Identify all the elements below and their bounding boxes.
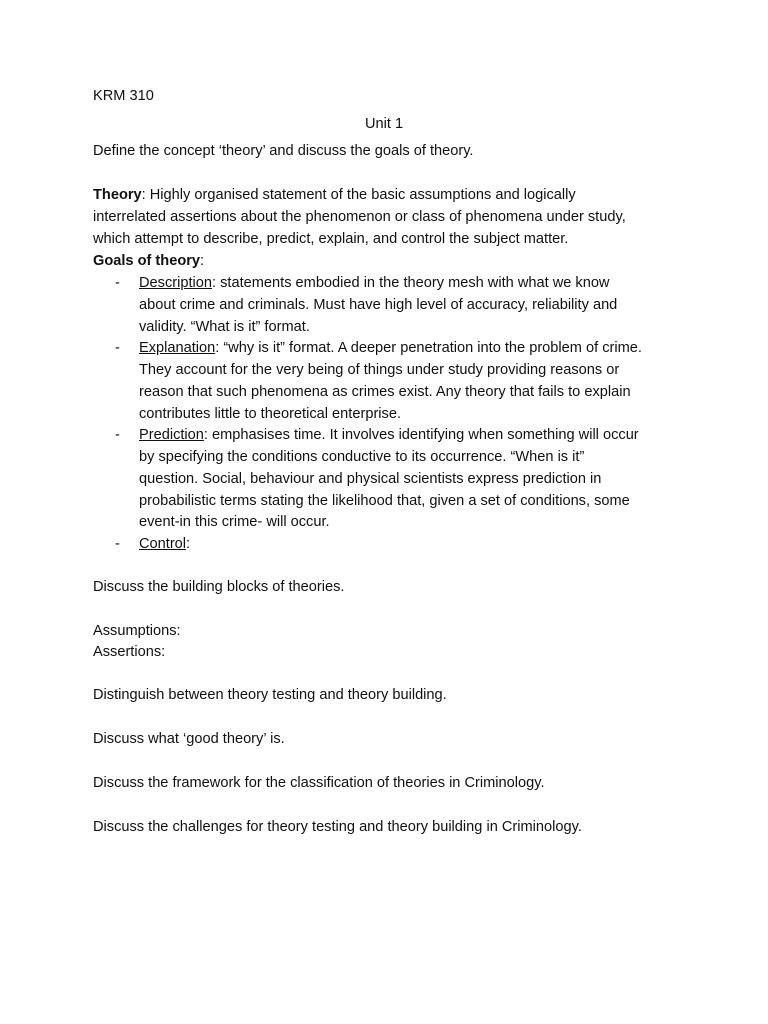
goal-description-text-1: : statements embodied in the theory mesh with what we know [212, 275, 610, 291]
goals-heading [93, 252, 204, 270]
bullet-dash: - [115, 340, 120, 356]
goal-prediction-line-4: probabilistic terms stating the likelihood that, given a set of conditions, some [139, 493, 630, 509]
theory-definition-line-3: which attempt to describe, predict, explain, and control the subject matter. [93, 231, 569, 247]
goal-prediction-line-1 [139, 426, 639, 444]
theory-definition-line-2: interrelated assertions about the phenomenon or class of phenomena under study, [93, 209, 626, 225]
goal-explanation-term: Explanation [139, 340, 216, 356]
goal-prediction-line-3: question. Social, behaviour and physical scientists express prediction in [139, 471, 602, 487]
bullet-dash: - [115, 275, 120, 291]
goal-prediction-line-5: event-in this crime- will occur. [139, 514, 330, 530]
goal-prediction-line-2: by specifying the conditions conductive to its occurrence. “When is it” [139, 449, 585, 465]
goal-explanation-line-1 [139, 339, 642, 357]
goal-explanation-text-1: : “why is it” format. A deeper penetration into the problem of crime. [215, 340, 642, 356]
goal-control-term: Control [139, 536, 187, 552]
goal-description-line-2: about crime and criminals. Must have high level of accuracy, reliability and [139, 297, 618, 313]
goal-control-line-1 [139, 535, 190, 553]
goals-heading-text: Goals of theory [93, 253, 201, 269]
assertions-label: Assertions: [93, 644, 166, 660]
question-good-theory: Discuss what ‘good theory’ is. [93, 731, 285, 747]
question-challenges: Discuss the challenges for theory testing and theory building in Criminology. [93, 819, 582, 835]
theory-text-1: : Highly organised statement of the basic assumptions and logically [141, 187, 576, 203]
goal-explanation-line-4: contributes little to theoretical enterprise. [139, 406, 402, 422]
goal-control-text-1: : [186, 536, 191, 552]
theory-definition-line-1 [93, 186, 576, 204]
goal-description-term: Description [139, 275, 212, 291]
question-define-theory: Define the concept ‘theory’ and discuss the goals of theory. [93, 143, 474, 159]
unit-title: Unit 1 [364, 116, 404, 132]
bullet-dash: - [115, 536, 120, 552]
theory-term: Theory [93, 187, 142, 203]
goal-explanation-line-2: They account for the very being of things under study providing reasons or [139, 362, 620, 378]
bullet-dash: - [115, 427, 120, 443]
goal-description-line-3: validity. “What is it” format. [139, 319, 310, 335]
course-code: KRM 310 [93, 88, 154, 104]
assumptions-label: Assumptions: [93, 623, 181, 639]
goal-prediction-text-1: : emphasises time. It involves identifying when something will occur [203, 427, 639, 443]
question-building-blocks: Discuss the building blocks of theories. [93, 579, 345, 595]
goal-prediction-term: Prediction [139, 427, 204, 443]
goals-heading-colon: : [200, 253, 205, 269]
question-testing-vs-building: Distinguish between theory testing and theory building. [93, 687, 447, 703]
goal-explanation-line-3: reason that such phenomena as crimes exist. Any theory that fails to explain [139, 384, 631, 400]
goal-description-line-1 [139, 274, 609, 292]
question-classification-framework: Discuss the framework for the classification of theories in Criminology. [93, 775, 545, 791]
